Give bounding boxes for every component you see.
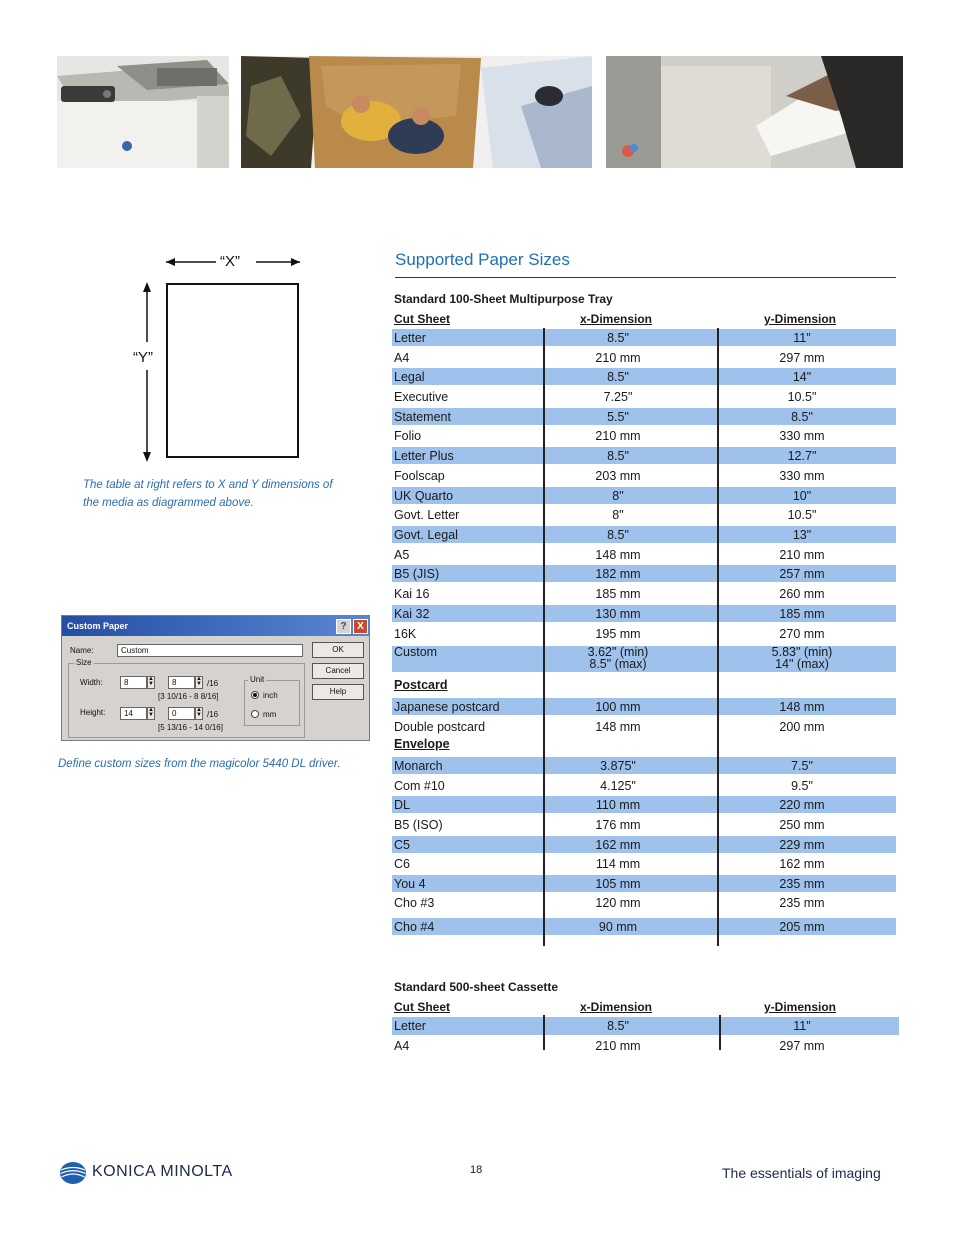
paper-name-cell: Letter (394, 331, 426, 345)
paper-name-cell: Cho #4 (394, 920, 435, 934)
paper-name-cell: C5 (394, 838, 410, 852)
printer-photo (57, 56, 229, 168)
x-dimension-cell: 182 mm (595, 567, 641, 581)
y-dimension-cell: 7.5" (791, 759, 813, 773)
x-dimension-cell: 114 mm (595, 857, 641, 871)
x-dimension-cell: 120 mm (595, 896, 641, 910)
width-label: Width: (80, 678, 103, 687)
paper-loading-photo (606, 56, 903, 168)
unit-mm-label: mm (263, 710, 277, 719)
width-inches-spinner[interactable]: ▲ ▼ (148, 676, 154, 687)
height-sixteenths-input[interactable]: 0 (168, 707, 195, 720)
konica-minolta-logo-icon (59, 1161, 87, 1185)
y-dimension-cell: 200 mm (779, 720, 825, 734)
paper-name-cell: Legal (394, 370, 425, 384)
page-number: 18 (470, 1164, 483, 1176)
unit-inch-label: inch (263, 691, 278, 700)
name-label: Name: (70, 646, 94, 655)
y-dimension-cell: 11" (793, 331, 811, 345)
x-dimension-cell: 185 mm (595, 587, 641, 601)
collage-photo (241, 56, 592, 168)
tray-col-y-dimension: y-Dimension (764, 312, 837, 326)
x-dimension-cell: 195 mm (595, 627, 641, 641)
y-dimension-cell: 260 mm (779, 587, 825, 601)
y-dimension-cell: 10.5" (787, 390, 817, 404)
width-sixteenths-input[interactable]: 8 (168, 676, 195, 689)
x-dimension-cell: 8.5" (607, 449, 629, 463)
y-dimension-cell: 205 mm (779, 920, 825, 934)
paper-name-cell: Custom (394, 645, 438, 659)
x-dimension-cell: 8" (612, 508, 624, 522)
paper-name-cell: DL (394, 798, 410, 812)
custom-paper-dialog (61, 615, 370, 741)
x-dimension-cell: 130 mm (595, 607, 641, 621)
envelope-subheading: Envelope (394, 737, 450, 751)
paper-name-cell: Japanese postcard (394, 700, 500, 714)
x-dimension-cell: 210 mm (595, 429, 641, 443)
width-unit: /16 (207, 679, 219, 688)
unit-mm-radio[interactable] (251, 710, 259, 718)
paper-name-cell: Kai 16 (394, 587, 430, 601)
tray-column-divider (717, 328, 719, 946)
tray-table-heading: Standard 100-Sheet Multipurpose Tray (394, 292, 613, 306)
x-dimension-cell: 8.5" (max) (589, 657, 647, 671)
paper-name-cell: Letter (394, 1019, 426, 1033)
y-dimension-cell: 185 mm (779, 607, 825, 621)
y-dimension-cell: 235 mm (779, 896, 825, 910)
dialog-title: Custom Paper (62, 616, 369, 636)
y-axis-label: “Y” (133, 349, 153, 366)
paper-diagram (166, 283, 299, 458)
cassette-column-divider (543, 1015, 545, 1050)
paper-name-cell: UK Quarto (394, 489, 454, 503)
tray-col-x-dimension: x-Dimension (580, 312, 653, 326)
cassette-col-x-dimension: x-Dimension (580, 1000, 653, 1014)
y-dimension-cell: 270 mm (779, 627, 825, 641)
y-dimension-cell: 8.5" (791, 410, 813, 424)
help-title-button[interactable]: ? (336, 619, 351, 634)
paper-name-cell: You 4 (394, 877, 426, 891)
x-dimension-cell: 105 mm (595, 877, 641, 891)
y-dimension-cell: 220 mm (779, 798, 825, 812)
unit-group-label: Unit (250, 675, 265, 684)
x-dimension-cell: 8.5" (607, 370, 629, 384)
x-dimension-cell: 7.25" (603, 390, 633, 404)
x-dimension-cell: 162 mm (595, 838, 641, 852)
y-dimension-cell: 14" (792, 370, 812, 384)
paper-name-cell: A4 (394, 351, 410, 365)
section-divider (395, 277, 896, 278)
unit-group (244, 680, 300, 726)
x-dimension-cell: 110 mm (595, 798, 641, 812)
cassette-column-divider (719, 1015, 721, 1050)
paper-name-cell: Com #10 (394, 779, 445, 793)
close-title-button[interactable]: X (353, 619, 368, 634)
name-input[interactable]: Custom (117, 644, 303, 657)
cancel-button[interactable]: Cancel (312, 663, 364, 679)
y-dimension-cell: 9.5" (791, 779, 813, 793)
paper-name-cell: Foolscap (394, 469, 445, 483)
paper-name-cell: Executive (394, 390, 449, 404)
x-dimension-cell: 100 mm (595, 700, 641, 714)
x-dimension-cell: 8.5" (607, 1019, 629, 1033)
x-dimension-cell: 8.5" (607, 528, 629, 542)
width-range: [3 10/16 - 8 8/16] (158, 692, 219, 701)
x-axis-label: “X” (220, 253, 240, 270)
width-inches-input[interactable]: 8 (120, 676, 147, 689)
height-sixteenths-spinner[interactable]: ▲ ▼ (196, 707, 202, 718)
y-dimension-cell: 14" (max) (775, 657, 829, 671)
paper-name-cell: A5 (394, 548, 410, 562)
printer-illustration (57, 56, 229, 168)
y-dimension-cell: 330 mm (779, 429, 825, 443)
x-dimension-cell: 210 mm (595, 1039, 641, 1053)
paper-name-cell: Statement (394, 410, 451, 424)
diagram-caption: The table at right refers to X and Y dimensions of the media as diagrammed above. (83, 479, 333, 509)
cassette-col-y-dimension: y-Dimension (764, 1000, 837, 1014)
paper-name-cell: Monarch (394, 759, 443, 773)
x-dimension-cell: 3.875" (600, 759, 636, 773)
height-range: [5 13/16 - 14 0/16] (158, 723, 223, 732)
x-dimension-cell: 5.5" (607, 410, 629, 424)
y-dimension-cell: 250 mm (779, 818, 825, 832)
paper-name-cell: Govt. Legal (394, 528, 458, 542)
brand-name: KONICA MINOLTA (92, 1163, 233, 1180)
ok-button[interactable]: OK (312, 642, 364, 658)
height-unit: /16 (207, 710, 219, 719)
y-dimension-cell: 297 mm (779, 1039, 825, 1053)
x-dimension-cell: 210 mm (595, 351, 641, 365)
paper-name-cell: 16K (394, 627, 417, 641)
x-dimension-cell: 8" (612, 489, 624, 503)
x-dimension-cell: 8.5" (607, 331, 629, 345)
paper-name-cell: Kai 32 (394, 607, 430, 621)
postcard-subheading: Postcard (394, 678, 448, 692)
tray-col-cut-sheet: Cut Sheet (394, 312, 451, 326)
y-dimension-cell: 12.7" (787, 449, 817, 463)
height-inches-input[interactable]: 14 (120, 707, 147, 720)
section-title: Supported Paper Sizes (395, 250, 570, 269)
size-group-label: Size (76, 658, 92, 667)
paper-name-cell: C6 (394, 857, 410, 871)
tagline: The essentials of imaging (722, 1165, 881, 1181)
height-label: Height: (80, 708, 106, 717)
x-dimension-cell: 90 mm (598, 920, 638, 934)
x-dimension-cell: 148 mm (595, 548, 641, 562)
y-dimension-cell: 297 mm (779, 351, 825, 365)
y-dimension-cell: 5.83" (min) (771, 645, 833, 659)
tray-column-divider (543, 328, 545, 946)
paper-name-cell: A4 (394, 1039, 410, 1053)
y-dimension-cell: 10.5" (787, 508, 817, 522)
y-dimension-cell: 10" (792, 489, 812, 503)
paper-name-cell: Cho #3 (394, 896, 435, 910)
x-dimension-cell: 148 mm (595, 720, 641, 734)
y-dimension-cell: 13" (792, 528, 812, 542)
y-dimension-cell: 330 mm (779, 469, 825, 483)
cassette-col-cut-sheet: Cut Sheet (394, 1000, 451, 1014)
dialog-caption: Define custom sizes from the magicolor 5440 DL driver. (58, 758, 341, 770)
y-dimension-cell: 210 mm (779, 548, 825, 562)
unit-inch-radio[interactable] (251, 691, 259, 699)
y-dimension-cell: 148 mm (779, 700, 825, 714)
paper-name-cell: B5 (ISO) (394, 818, 443, 832)
paper-name-cell: Folio (394, 429, 422, 443)
x-dimension-cell: 4.125" (600, 779, 636, 793)
paper-loading-illustration (606, 56, 903, 168)
collage-illustration (241, 56, 592, 168)
y-dimension-cell: 229 mm (779, 838, 825, 852)
x-dimension-cell: 203 mm (595, 469, 641, 483)
paper-name-cell: Govt. Letter (394, 508, 460, 522)
paper-name-cell: Double postcard (394, 720, 486, 734)
x-dimension-cell: 176 mm (595, 818, 641, 832)
width-sixteenths-spinner[interactable]: ▲ ▼ (196, 676, 202, 687)
paper-name-cell: Letter Plus (394, 449, 454, 463)
paper-name-cell: B5 (JIS) (394, 567, 440, 581)
y-dimension-cell: 235 mm (779, 877, 825, 891)
x-dimension-cell: 3.62" (min) (587, 645, 649, 659)
height-inches-spinner[interactable]: ▲ ▼ (148, 707, 154, 718)
cassette-table-heading: Standard 500-sheet Cassette (394, 980, 559, 994)
y-dimension-cell: 257 mm (779, 567, 825, 581)
help-button[interactable]: Help (312, 684, 364, 700)
y-dimension-cell: 162 mm (779, 857, 825, 871)
y-dimension-cell: 11" (793, 1019, 811, 1033)
